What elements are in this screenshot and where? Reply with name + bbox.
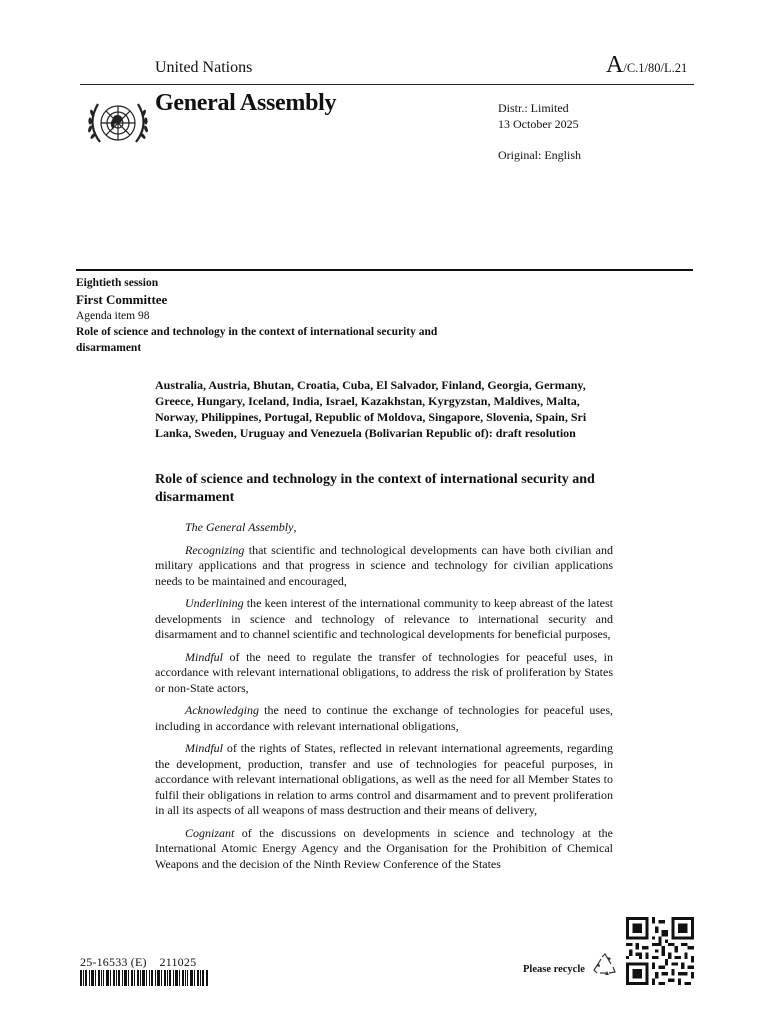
- symbol-prefix: A: [606, 52, 624, 78]
- paragraph-lead: Mindful: [185, 741, 223, 755]
- agenda-title: Role of science and technology in the context of international security and disarmament: [76, 326, 438, 354]
- paragraph-lead: Cognizant: [185, 825, 235, 840]
- paragraph: Acknowledging the need to continue the exchange of technologies for peaceful uses, including in accordance with relevant international obligations,: [155, 703, 613, 733]
- recycle-icon: [592, 952, 618, 978]
- resolution-title: Role of science and technology in the context of international security and disarmament: [155, 472, 595, 505]
- paragraph: Mindful of the rights of States, reflected in relevant international agreements, regarding the development, production, transfer and use of technologies for peaceful purposes, in accordance with relevant international obligations, as well as the need for all Member States to fulfil their obligations in relation to arms control and disarmament and to prevent proliferation in all its aspects of all weapons of mass destruction and their means of delivery,: [155, 741, 613, 817]
- recycle-label: Please recycle: [523, 964, 585, 975]
- distribution-status: Distr.: Limited: [498, 101, 569, 115]
- paragraph-lead: The General Assembly: [185, 520, 294, 534]
- paragraph: Cognizant of the discussions on developments in science and technology at the International Atomic Energy Agency and the Organisation for the Prohibition of Chemical Weapons and the decision of the Ninth Review Conference of the States: [155, 825, 613, 871]
- distribution-block: [498, 100, 581, 163]
- paragraph-lead: Recognizing: [185, 542, 245, 557]
- paragraph: The General Assembly,: [185, 520, 297, 534]
- paragraph-lead: Acknowledging: [185, 703, 259, 717]
- document-symbol: [606, 52, 687, 79]
- session-label: Eightieth session: [76, 277, 159, 289]
- sponsors-list: Australia, Austria, Bhutan, Croatia, Cuba, El Salvador, Finland, Georgia, Germany, Greece, Hungary, Iceland, India, Israel, Kazakhstan, Kyrgyzstan, Maldives, Malta, Norway, Philippines, Portugal, Republic of Moldova, Singapore, Slovenia, Spain, Sri Lanka, Sweden, Uruguay and Venezuela (Bolivarian Republic of): draft resolution: [155, 378, 587, 440]
- paragraph: Mindful of the need to regulate the transfer of technologies for peaceful uses, in accordance with relevant international obligations, to address the risk of proliferation by States or non-State actors,: [155, 649, 613, 695]
- barcode-icon: [80, 970, 208, 986]
- un-emblem-icon: [78, 92, 158, 158]
- meeting-info: [76, 275, 456, 356]
- organization-name: United Nations: [155, 59, 253, 76]
- paragraph: Recognizing that scientific and technological developments can have both civilian and military applications and that progress in science and technology for civilian applications needs to be maintained and encouraged,: [155, 542, 613, 588]
- agenda-item: Agenda item 98: [76, 310, 150, 322]
- symbol-rest: /C.1/80/L.21: [623, 61, 688, 75]
- header-rule: [80, 84, 694, 85]
- section-rule: [76, 269, 693, 271]
- paragraph-lead: Underlining: [185, 596, 244, 610]
- paragraph: Underlining the keen interest of the international community to keep abreast of the latest developments in science and technology of relevance to international security and disarmament and to channel scientific and technological developments for beneficial purposes,: [155, 596, 613, 641]
- paragraph-lead: Mindful: [185, 649, 223, 664]
- page-title: General Assembly: [155, 90, 337, 116]
- resolution-body: [155, 520, 613, 879]
- document-number: 25-16533 (E) 211025: [80, 955, 197, 969]
- original-language: Original: English: [498, 148, 581, 162]
- committee-label: First Committee: [76, 292, 168, 307]
- issue-date: 13 October 2025: [498, 117, 579, 131]
- qr-code-icon: [626, 917, 694, 985]
